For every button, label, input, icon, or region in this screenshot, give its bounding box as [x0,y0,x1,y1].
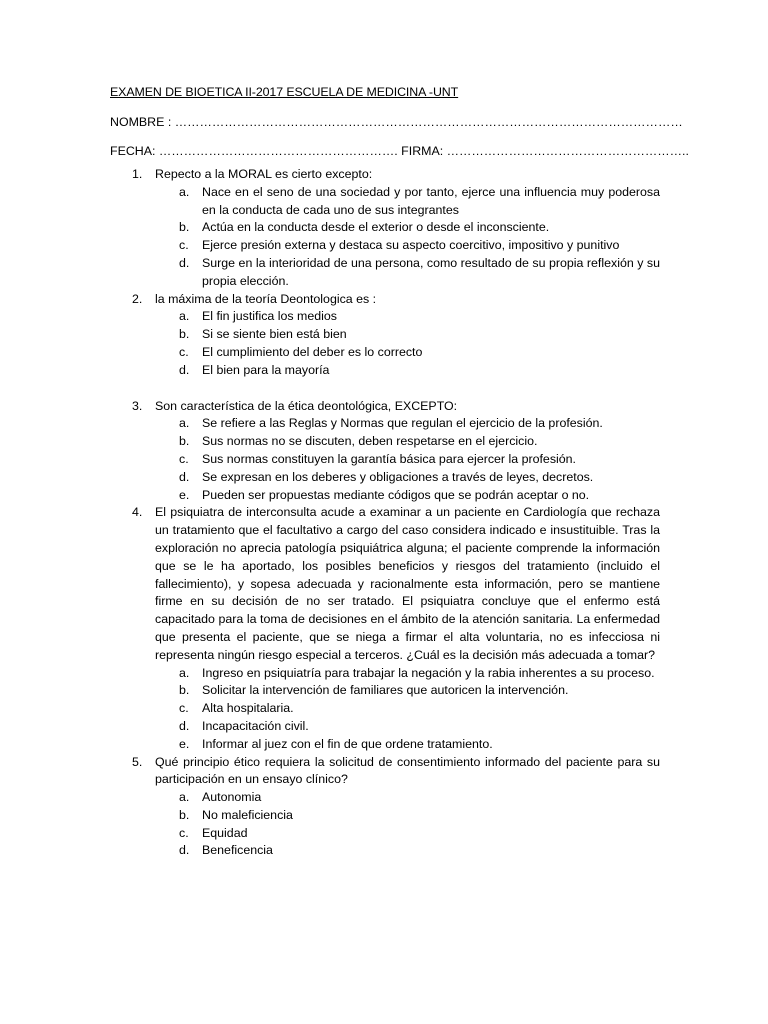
option-item [110,487,660,505]
question-number: 4. [132,505,143,520]
option-item [110,362,660,380]
option-item [110,825,660,843]
option-letter: b. [179,434,190,449]
option-letter: b. [179,807,190,822]
option-letter: e. [179,487,190,502]
question-list [110,166,660,860]
option-letter: a. [179,416,190,431]
option-item [110,789,660,807]
question-text: Repecto a la MORAL es cierto excepto: [155,167,373,181]
option-item [110,219,660,237]
option-text: Surge en la interioridad de una persona, como resultado de su propia reflexión y su propia elección. [202,255,660,288]
option-item [110,469,660,487]
option-letter: a. [179,309,190,324]
option-text: El bien para la mayoría [202,362,330,377]
option-text: Beneficencia [202,843,273,858]
option-text: Sus normas no se discuten, deben respetarse en el ejercicio. [202,434,538,449]
option-text: Pueden ser propuestas mediante códigos que se podrán aceptar o no. [202,487,590,502]
option-text: Si se siente bien está bien [202,327,347,342]
option-letter: a. [179,184,190,199]
option-letter: b. [179,683,190,698]
question-item [110,398,660,505]
option-letter: a. [179,665,190,680]
option-text: No maleficiencia [202,807,293,822]
option-item [110,415,660,433]
option-text: Informar al juez con el fin de que ordene tratamiento. [202,736,493,751]
option-list [155,665,660,754]
option-text: Alta hospitalaria. [202,701,294,716]
option-list [155,184,660,291]
option-item [110,718,660,736]
option-text: Nace en el seno de una sociedad y por tanto, ejerce una influencia muy poderosa en la conducta de cada uno de sus integrantes [202,184,660,217]
option-text: El fin justifica los medios [202,309,337,324]
option-text: Se expresan en los deberes y obligaciones a través de leyes, decretos. [202,469,594,484]
option-letter: c. [179,701,189,716]
option-letter: d. [179,718,190,733]
option-item [110,842,660,860]
date-signature-field: FECHA: …………………………………………………. FIRMA: ………………………………………………….. [110,144,689,158]
question-number: 2. [132,291,143,306]
question-text: Qué principio ético requiera la solicitud de consentimiento informado del paciente para su participación en un ensayo clínico? [155,754,660,787]
option-item [110,433,660,451]
option-text: Autonomia [202,790,262,805]
option-text: Actúa en la conducta desde el exterior o desde el inconsciente. [202,220,550,235]
question-gap [110,380,660,398]
option-letter: c. [179,238,189,253]
question-item [110,166,660,291]
option-item [110,255,660,291]
option-item [110,736,660,754]
option-letter: d. [179,843,190,858]
question-item [110,754,660,861]
option-item [110,308,660,326]
option-letter: c. [179,344,189,359]
question-number: 1. [132,167,143,181]
option-text: Se refiere a las Reglas y Normas que regulan el ejercicio de la profesión. [202,416,603,431]
question-text: Son característica de la ética deontológica, EXCEPTO: [155,398,458,413]
option-list [155,789,660,860]
question-item [110,504,660,753]
option-letter: a. [179,790,190,805]
option-item [110,682,660,700]
option-item [110,451,660,469]
name-field: NOMBRE : …………………………………………………………………………………………………………… [110,115,683,129]
option-text: Ejerce presión externa y destaca su aspecto coercitivo, impositivo y punitivo [202,238,620,253]
exam-title: EXAMEN DE BIOETICA II-2017 ESCUELA DE MEDICINA -UNT [110,85,459,99]
option-text: Ingreso en psiquiatría para trabajar la negación y la rabia inherentes a su proceso. [202,665,655,680]
question-number: 3. [132,398,143,413]
option-item [110,237,660,255]
option-list [155,308,660,379]
question-number: 5. [132,754,143,769]
option-letter: d. [179,469,190,484]
option-letter: c. [179,451,189,466]
option-item [110,700,660,718]
option-item [110,326,660,344]
option-item [110,665,660,683]
question-text: El psiquiatra de interconsulta acude a examinar a un paciente en Cardiología que rechaza un tratamiento que el facultativo a cargo del caso considera indicado e insustituible. Tras la exploración no aprecia patología psiquiátrica alguna; el paciente comprende la información que se le ha aportado, los posibles beneficios y riesgos del tratamiento (incluido el fallecimiento), y sopesa adecuada y racionalmente esta información, pero se mantiene firme en su decisión de no ser tratado. El psiquiatra concluye que el enfermo está capacitado para la toma de decisiones en el ámbito de la atención sanitaria. La enfermedad que presenta el paciente, que se niega a firmar el alta voluntaria, no es infecciosa ni representa ningún riesgo especial a terceros. ¿Cuál es la decisión más adecuada a tomar? [155,505,660,662]
option-list [155,415,660,504]
option-letter: b. [179,327,190,342]
option-item [110,344,660,362]
option-letter: e. [179,736,190,751]
option-text: El cumplimiento del deber es lo correcto [202,344,423,359]
option-text: Solicitar la intervención de familiares que autoricen la intervención. [202,683,569,698]
option-letter: b. [179,220,190,235]
option-text: Sus normas constituyen la garantía básica para ejercer la profesión. [202,451,576,466]
option-letter: d. [179,362,190,377]
option-letter: c. [179,825,189,840]
option-item [110,184,660,220]
option-item [110,807,660,825]
option-text: Equidad [202,825,248,840]
question-item [110,291,660,380]
question-text: la máxima de la teoría Deontologica es : [155,291,377,306]
option-letter: d. [179,255,190,270]
option-text: Incapacitación civil. [202,718,309,733]
